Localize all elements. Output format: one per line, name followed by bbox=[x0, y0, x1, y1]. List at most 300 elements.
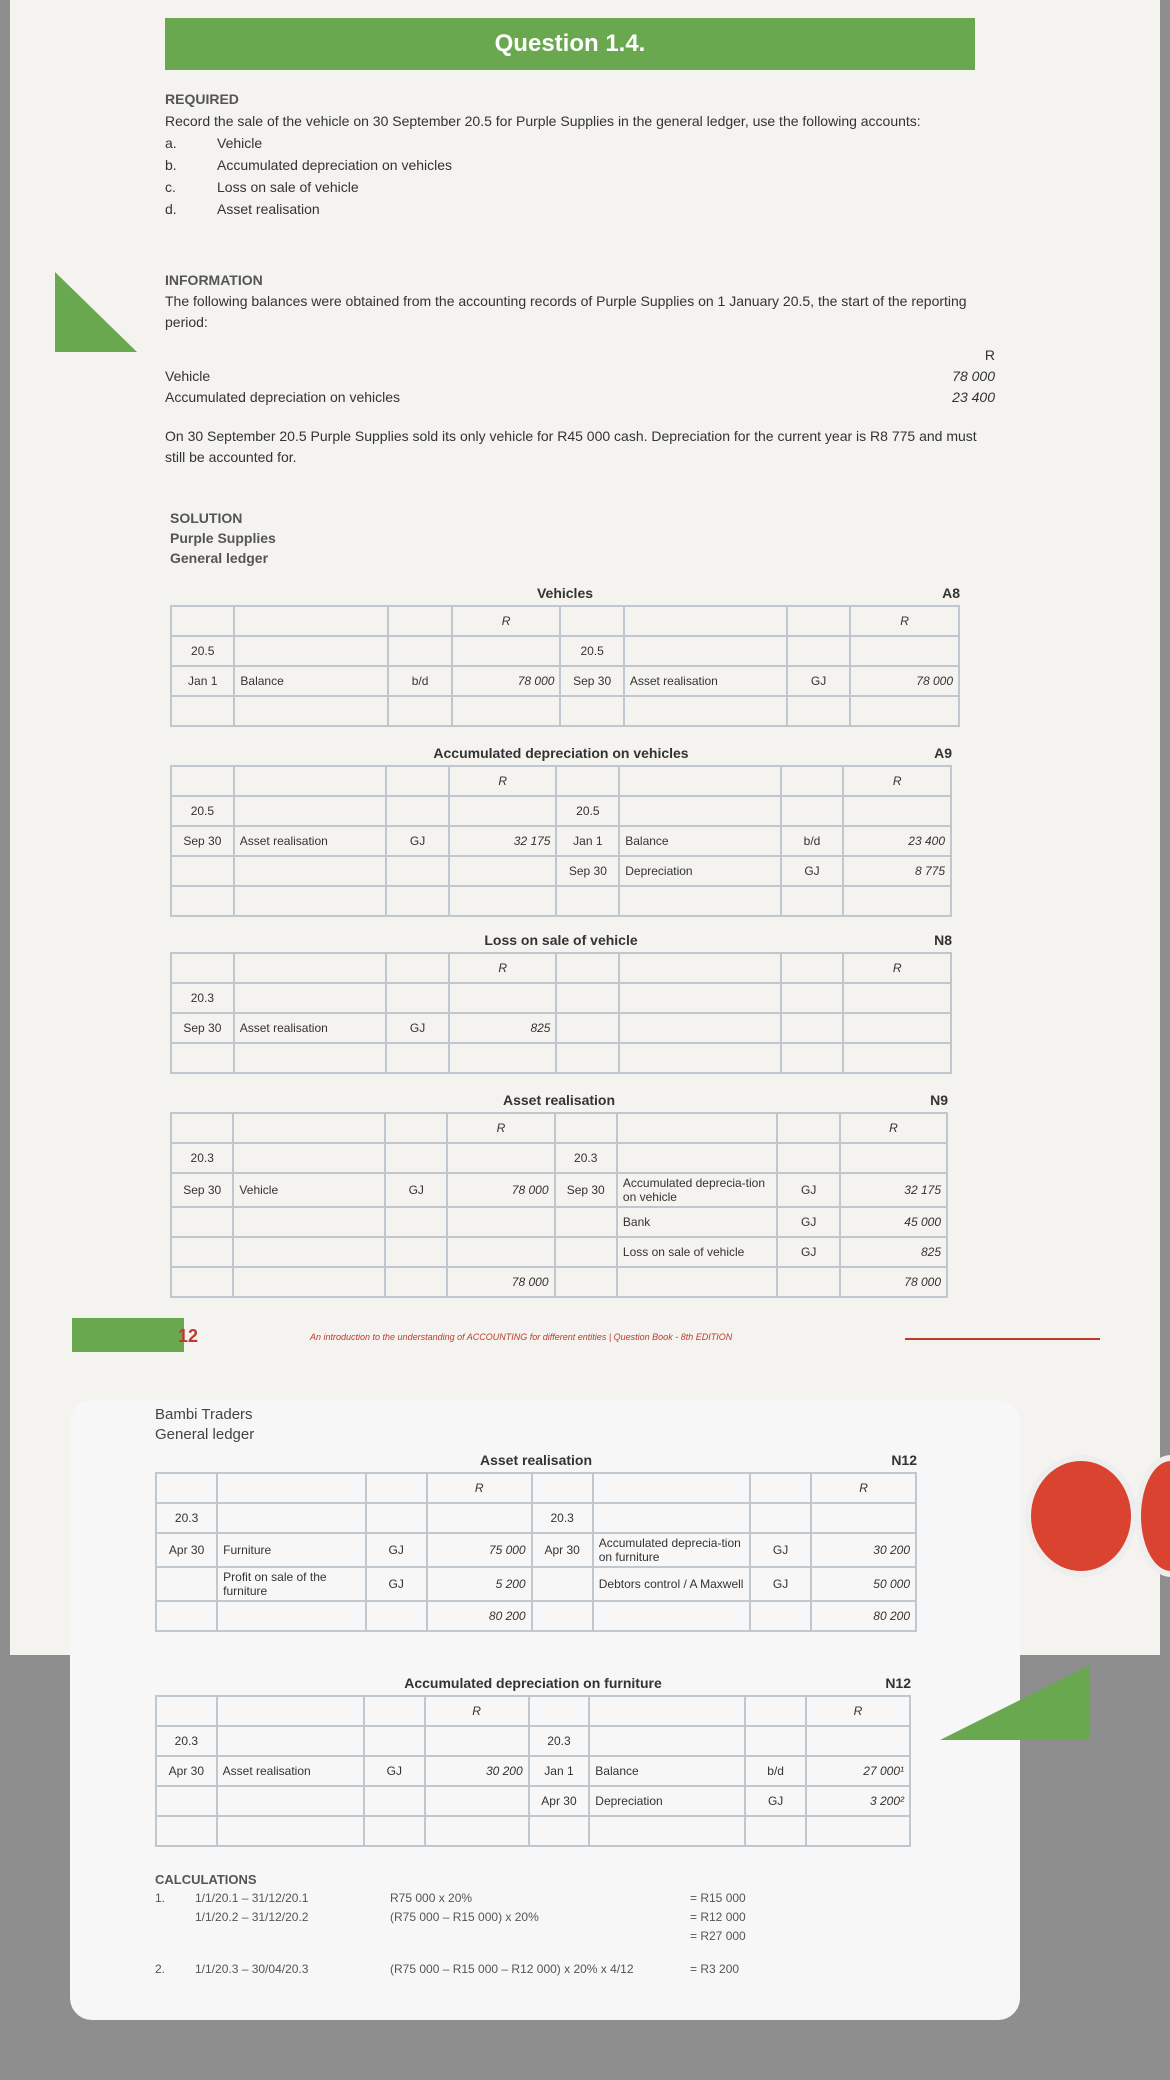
ledger-table bbox=[170, 605, 960, 727]
ledger-cell bbox=[781, 1013, 844, 1043]
ledger-row bbox=[171, 696, 959, 726]
ledger-cell bbox=[234, 886, 386, 916]
ledger-cell bbox=[593, 1473, 750, 1503]
calculation-num: 2. bbox=[155, 1962, 166, 1976]
bambi-ledger-label: General ledger bbox=[155, 1426, 255, 1443]
ledger-cell bbox=[555, 1267, 617, 1297]
ledger-cell: Apr 30 bbox=[532, 1533, 593, 1567]
ledger-cell bbox=[589, 1816, 745, 1846]
ledger-table bbox=[170, 952, 952, 1074]
ledger-cell: Apr 30 bbox=[156, 1533, 217, 1567]
ledger-cell bbox=[619, 953, 780, 983]
ledger-cell: 20.3 bbox=[532, 1503, 593, 1533]
ledger-row bbox=[171, 1173, 947, 1207]
ledger-cell bbox=[556, 983, 619, 1013]
ledger-row bbox=[156, 1503, 916, 1533]
required-item: b. Accumulated depreciation on vehicles bbox=[165, 157, 453, 173]
red-circle-decoration bbox=[1025, 1455, 1137, 1577]
ledger-cell bbox=[593, 1503, 750, 1533]
ledger-cell: 3 200² bbox=[806, 1786, 910, 1816]
ledger-cell: 32 175 bbox=[449, 826, 557, 856]
ledger-row bbox=[171, 1113, 947, 1143]
company-name: Purple Supplies bbox=[170, 530, 276, 546]
ledger-cell bbox=[532, 1601, 593, 1631]
ledger-row bbox=[171, 953, 951, 983]
ledger-row bbox=[156, 1696, 910, 1726]
ledger-cell: GJ bbox=[787, 666, 850, 696]
ledger-cell bbox=[427, 1503, 532, 1533]
ledger-cell bbox=[624, 696, 787, 726]
ledger-cell bbox=[386, 886, 449, 916]
calculation-period bbox=[195, 1927, 390, 1946]
ledger-cell bbox=[364, 1816, 425, 1846]
ledger-cell: GJ bbox=[750, 1533, 811, 1567]
ledger-cell bbox=[619, 983, 780, 1013]
ledger-title-text: Accumulated depreciation on vehicles bbox=[433, 745, 689, 761]
calculation-formula: R75 000 x 20% bbox=[390, 1891, 473, 1905]
ledger-cell bbox=[745, 1726, 806, 1756]
ledger-cell bbox=[449, 856, 557, 886]
ledger-cell: GJ bbox=[777, 1173, 839, 1207]
ledger-row bbox=[156, 1726, 910, 1756]
ledger-cell: Bank bbox=[617, 1207, 778, 1237]
ledger-cell: R bbox=[449, 766, 557, 796]
ledger-cell: 20.5 bbox=[171, 796, 234, 826]
ledger-cell: 20.3 bbox=[156, 1726, 217, 1756]
ledger-cell: Balance bbox=[234, 666, 388, 696]
ledger-cell bbox=[234, 696, 388, 726]
ledger-cell: Sep 30 bbox=[556, 856, 619, 886]
ledger-cell bbox=[156, 1473, 217, 1503]
ledger-cell bbox=[234, 606, 388, 636]
ledger-cell bbox=[529, 1816, 590, 1846]
ledger-cell: GJ bbox=[366, 1567, 427, 1601]
ledger-row bbox=[156, 1533, 916, 1567]
ledger-cell: Jan 1 bbox=[529, 1756, 590, 1786]
ledger-cell bbox=[556, 766, 619, 796]
required-section bbox=[165, 88, 1025, 220]
calculation-line bbox=[155, 1889, 810, 1908]
ledger-cell bbox=[171, 696, 234, 726]
ledger-cell bbox=[171, 1267, 233, 1297]
ledger-code: N12 bbox=[891, 1452, 917, 1468]
ledger-bambi-asset-realisation bbox=[155, 1452, 917, 1632]
calculations-heading: CALCULATIONS bbox=[155, 1872, 257, 1887]
ledger-row bbox=[171, 886, 951, 916]
ledger-cell bbox=[843, 796, 951, 826]
ledger-cell: 30 200 bbox=[811, 1533, 916, 1567]
ledger-cell: R bbox=[843, 766, 951, 796]
ledger-title bbox=[155, 1675, 911, 1695]
ledger-cell bbox=[234, 766, 386, 796]
ledger-cell bbox=[386, 953, 449, 983]
ledger-cell bbox=[233, 1113, 385, 1143]
ledger-cell bbox=[781, 796, 844, 826]
ledger-cell: Asset realisation bbox=[624, 666, 787, 696]
ledger-cell bbox=[624, 636, 787, 666]
ledger-cell bbox=[156, 1786, 217, 1816]
ledger-cell: 23 400 bbox=[843, 826, 951, 856]
required-instruction: Record the sale of the vehicle on 30 September 20.5 for Purple Supplies in the general ledger, use the following accounts: bbox=[165, 113, 921, 129]
ledger-cell bbox=[156, 1567, 217, 1601]
ledger-row bbox=[171, 606, 959, 636]
ledger-cell bbox=[385, 1237, 447, 1267]
ledger-cell bbox=[171, 1043, 234, 1073]
ledger-cell bbox=[555, 1113, 617, 1143]
ledger-cell bbox=[589, 1696, 745, 1726]
ledger-cell: Accumulated deprecia-tion on vehicle bbox=[617, 1173, 778, 1207]
ledger-cell bbox=[171, 856, 234, 886]
ledger-cell bbox=[449, 886, 557, 916]
ledger-cell: R bbox=[425, 1696, 529, 1726]
ledger-cell: Accumulated deprecia-tion on furniture bbox=[593, 1533, 750, 1567]
ledger-cell: b/d bbox=[745, 1756, 806, 1786]
ledger-cell bbox=[217, 1726, 364, 1756]
ledger-cell: R bbox=[840, 1113, 947, 1143]
ledger-table bbox=[155, 1472, 917, 1632]
ledger-cell bbox=[171, 1237, 233, 1267]
ledger-cell bbox=[425, 1816, 529, 1846]
ledger-cell: Depreciation bbox=[619, 856, 780, 886]
ledger-cell bbox=[840, 1143, 947, 1173]
ledger-cell bbox=[624, 606, 787, 636]
ledger-cell: Sep 30 bbox=[171, 826, 234, 856]
ledger-title bbox=[170, 745, 952, 765]
information-section bbox=[165, 270, 995, 468]
ledger-cell: 75 000 bbox=[427, 1533, 532, 1567]
calculation-period: 1/1/20.2 – 31/12/20.2 bbox=[195, 1910, 309, 1924]
ledger-cell bbox=[447, 1143, 554, 1173]
ledger-code: N12 bbox=[885, 1675, 911, 1691]
ledger-cell bbox=[781, 886, 844, 916]
ledger-cell: 78 000 bbox=[850, 666, 959, 696]
ledger-cell bbox=[449, 1043, 557, 1073]
ledger-bambi-accumulated-depreciation bbox=[155, 1675, 911, 1847]
ledger-cell bbox=[171, 1207, 233, 1237]
footer-green-bar bbox=[72, 1318, 184, 1352]
ledger-cell: 8 775 bbox=[843, 856, 951, 886]
calculation-result: = R27 000 bbox=[690, 1929, 746, 1943]
ledger-cell: b/d bbox=[388, 666, 451, 696]
ledger-cell bbox=[619, 796, 780, 826]
ledger-cell: 20.3 bbox=[171, 983, 234, 1013]
calculation-num bbox=[155, 1908, 195, 1927]
information-note: On 30 September 20.5 Purple Supplies sold its only vehicle for R45 000 cash. Depreciation for the current year is R8 775 and must still be accounted for. bbox=[165, 428, 977, 465]
ledger-cell bbox=[811, 1503, 916, 1533]
ledger-cell bbox=[388, 636, 451, 666]
ledger-cell: Sep 30 bbox=[171, 1013, 234, 1043]
required-item: c. Loss on sale of vehicle bbox=[165, 179, 359, 195]
ledger-cell bbox=[156, 1601, 217, 1631]
ledger-cell: Sep 30 bbox=[171, 1173, 233, 1207]
ledger-cell bbox=[555, 1207, 617, 1237]
calculation-num: 1. bbox=[155, 1891, 166, 1905]
ledger-cell: Balance bbox=[619, 826, 780, 856]
ledger-cell: Asset realisation bbox=[217, 1756, 364, 1786]
ledger-cell: 825 bbox=[449, 1013, 557, 1043]
ledger-cell bbox=[171, 766, 234, 796]
ledger-cell bbox=[777, 1113, 839, 1143]
question-title: Question 1.4. bbox=[165, 18, 975, 70]
ledger-cell bbox=[385, 1207, 447, 1237]
ledger-cell bbox=[171, 606, 234, 636]
ledger-row bbox=[171, 1207, 947, 1237]
ledger-cell bbox=[750, 1503, 811, 1533]
ledger-cell: GJ bbox=[750, 1567, 811, 1601]
ledger-cell: 20.3 bbox=[171, 1143, 233, 1173]
ledger-cell bbox=[452, 636, 561, 666]
ledger-cell: R bbox=[452, 606, 561, 636]
ledger-cell: 78 000 bbox=[840, 1267, 947, 1297]
information-text: The following balances were obtained from the accounting records of Purple Supplies on 1 January 20.5, the start of the reporting period: bbox=[165, 293, 967, 330]
ledger-cell: 5 200 bbox=[427, 1567, 532, 1601]
ledger-row bbox=[156, 1473, 916, 1503]
ledger-title-text: Asset realisation bbox=[502, 1092, 616, 1108]
ledger-table bbox=[170, 765, 952, 917]
ledger-cell bbox=[555, 1237, 617, 1267]
calculation-line bbox=[155, 1908, 810, 1927]
ledger-cell bbox=[234, 1043, 386, 1073]
footer-line bbox=[905, 1338, 1100, 1340]
information-heading: INFORMATION bbox=[165, 272, 263, 288]
ledger-title-text: Asset realisation bbox=[479, 1452, 593, 1468]
ledger-code: N9 bbox=[930, 1092, 948, 1108]
ledger-cell bbox=[217, 1786, 364, 1816]
calculation-result: = R15 000 bbox=[690, 1891, 746, 1905]
ledger-cell: Jan 1 bbox=[556, 826, 619, 856]
ledger-cell: 20.3 bbox=[156, 1503, 217, 1533]
ledger-code: N8 bbox=[934, 932, 952, 948]
ledger-cell: GJ bbox=[386, 1013, 449, 1043]
ledger-cell bbox=[619, 766, 780, 796]
calculation-period: 1/1/20.3 – 30/04/20.3 bbox=[195, 1962, 309, 1976]
ledger-cell: Vehicle bbox=[233, 1173, 385, 1207]
ledger-cell: GJ bbox=[386, 826, 449, 856]
ledger-cell bbox=[234, 983, 386, 1013]
ledger-cell: GJ bbox=[777, 1237, 839, 1267]
bambi-company: Bambi Traders bbox=[155, 1406, 253, 1423]
ledger-row bbox=[156, 1756, 910, 1786]
ledger-cell: Depreciation bbox=[589, 1786, 745, 1816]
page-number: 12 bbox=[178, 1326, 199, 1346]
ledger-row bbox=[171, 796, 951, 826]
ledger-cell bbox=[787, 606, 850, 636]
ledger-cell bbox=[777, 1267, 839, 1297]
ledger-code: A8 bbox=[942, 585, 960, 601]
ledger-cell bbox=[619, 1043, 780, 1073]
ledger-cell: Asset realisation bbox=[234, 826, 386, 856]
ledger-cell bbox=[806, 1816, 910, 1846]
ledger-cell: GJ bbox=[385, 1173, 447, 1207]
ledger-cell: Apr 30 bbox=[529, 1786, 590, 1816]
ledger-row bbox=[171, 1043, 951, 1073]
solution-section bbox=[170, 508, 276, 568]
ledger-cell bbox=[750, 1473, 811, 1503]
required-heading: REQUIRED bbox=[165, 91, 239, 107]
ledger-cell bbox=[452, 696, 561, 726]
ledger-cell bbox=[366, 1601, 427, 1631]
balance-row: Accumulated depreciation on vehicles 23 400 bbox=[165, 389, 995, 405]
ledger-row bbox=[156, 1816, 910, 1846]
ledger-cell bbox=[843, 886, 951, 916]
ledger-cell: 30 200 bbox=[425, 1756, 529, 1786]
ledger-row bbox=[171, 1237, 947, 1267]
ledger-cell bbox=[234, 953, 386, 983]
ledger-cell: R bbox=[449, 953, 557, 983]
ledger-title-text: Accumulated depreciation on furniture bbox=[404, 1675, 662, 1691]
ledger-cell bbox=[385, 1113, 447, 1143]
ledger-title-text: Loss on sale of vehicle bbox=[484, 932, 638, 948]
ledger-cell: GJ bbox=[366, 1533, 427, 1567]
ledger-row bbox=[171, 983, 951, 1013]
ledger-row bbox=[171, 666, 959, 696]
ledger-row bbox=[171, 1143, 947, 1173]
ledger-cell: Loss on sale of vehicle bbox=[617, 1237, 778, 1267]
required-item: d. Asset realisation bbox=[165, 201, 320, 217]
ledger-row bbox=[156, 1601, 916, 1631]
ledger-cell bbox=[388, 696, 451, 726]
ledger-vehicles bbox=[170, 585, 960, 727]
ledger-cell bbox=[234, 796, 386, 826]
ledger-cell: 78 000 bbox=[447, 1267, 554, 1297]
ledger-cell bbox=[777, 1143, 839, 1173]
ledger-cell bbox=[617, 1267, 778, 1297]
ledger-cell: 78 000 bbox=[447, 1173, 554, 1207]
ledger-asset-realisation bbox=[170, 1092, 948, 1298]
bambi-heading bbox=[155, 1405, 254, 1445]
ledger-cell bbox=[619, 1013, 780, 1043]
ledger-cell bbox=[556, 1043, 619, 1073]
ledger-cell bbox=[366, 1473, 427, 1503]
ledger-cell bbox=[556, 886, 619, 916]
ledger-cell bbox=[234, 856, 386, 886]
ledger-cell bbox=[532, 1473, 593, 1503]
ledger-cell bbox=[386, 856, 449, 886]
calculation-num bbox=[155, 1927, 195, 1946]
ledger-cell bbox=[781, 953, 844, 983]
ledger-row bbox=[171, 1267, 947, 1297]
ledger-cell bbox=[750, 1601, 811, 1631]
ledger-cell bbox=[386, 766, 449, 796]
ledger-cell: 32 175 bbox=[840, 1173, 947, 1207]
ledger-cell bbox=[364, 1696, 425, 1726]
ledger-cell bbox=[364, 1726, 425, 1756]
ledger-cell bbox=[745, 1696, 806, 1726]
ledger-cell bbox=[781, 766, 844, 796]
ledger-cell: R bbox=[806, 1696, 910, 1726]
ledger-title bbox=[170, 585, 960, 605]
calculation-formula bbox=[390, 1927, 690, 1946]
solution-heading: SOLUTION bbox=[170, 510, 243, 526]
ledger-cell: Balance bbox=[589, 1756, 745, 1786]
ledger-row bbox=[171, 766, 951, 796]
ledger-cell bbox=[787, 636, 850, 666]
ledger-cell bbox=[385, 1267, 447, 1297]
ledger-cell bbox=[447, 1237, 554, 1267]
ledger-cell bbox=[619, 886, 780, 916]
ledger-table bbox=[155, 1695, 911, 1847]
calculation-result: = R12 000 bbox=[690, 1910, 746, 1924]
ledger-cell bbox=[560, 696, 623, 726]
calculation-line bbox=[155, 1927, 810, 1946]
required-item: a. Vehicle bbox=[165, 135, 263, 151]
ledger-cell bbox=[617, 1143, 778, 1173]
ledger-cell: 20.5 bbox=[560, 636, 623, 666]
ledger-cell bbox=[781, 1043, 844, 1073]
ledger-cell: 20.5 bbox=[556, 796, 619, 826]
ledger-label: General ledger bbox=[170, 550, 269, 566]
calculation-period: 1/1/20.1 – 31/12/20.1 bbox=[195, 1891, 309, 1905]
ledger-cell: Debtors control / A Maxwell bbox=[593, 1567, 750, 1601]
ledger-cell: Profit on sale of the furniture bbox=[217, 1567, 366, 1601]
balance-row: Vehicle 78 000 bbox=[165, 368, 995, 384]
ledger-title bbox=[155, 1452, 917, 1472]
calculation-line bbox=[155, 1960, 810, 1979]
ledger-cell bbox=[233, 1143, 385, 1173]
ledger-cell bbox=[843, 983, 951, 1013]
ledger-cell bbox=[787, 696, 850, 726]
ledger-cell bbox=[234, 636, 388, 666]
ledger-cell bbox=[560, 606, 623, 636]
ledger-cell: GJ bbox=[781, 856, 844, 886]
ledger-cell bbox=[156, 1816, 217, 1846]
calculation-formula: (R75 000 – R15 000) x 20% bbox=[390, 1910, 539, 1924]
ledger-cell bbox=[425, 1726, 529, 1756]
ledger-cell: Sep 30 bbox=[560, 666, 623, 696]
ledger-cell bbox=[217, 1503, 366, 1533]
ledger-row bbox=[156, 1786, 910, 1816]
footer-text: An introduction to the understanding of ACCOUNTING for different entities | Question Book - 8th EDITION bbox=[310, 1332, 733, 1342]
calculation-result: = R3 200 bbox=[690, 1962, 740, 1976]
ledger-cell: 45 000 bbox=[840, 1207, 947, 1237]
ledger-row bbox=[171, 636, 959, 666]
ledger-cell bbox=[217, 1696, 364, 1726]
ledger-cell bbox=[843, 1043, 951, 1073]
ledger-cell: R bbox=[447, 1113, 554, 1143]
ledger-cell bbox=[589, 1726, 745, 1756]
ledger-code: A9 bbox=[934, 745, 952, 761]
ledger-cell bbox=[850, 636, 959, 666]
ledger-cell bbox=[386, 796, 449, 826]
ledger-row bbox=[171, 856, 951, 886]
ledger-cell bbox=[233, 1207, 385, 1237]
ledger-cell bbox=[217, 1473, 366, 1503]
ledger-cell: 80 200 bbox=[427, 1601, 532, 1631]
ledger-cell bbox=[532, 1567, 593, 1601]
ledger-cell: Apr 30 bbox=[156, 1756, 217, 1786]
ledger-cell bbox=[233, 1267, 385, 1297]
ledger-cell bbox=[781, 983, 844, 1013]
ledger-cell bbox=[556, 953, 619, 983]
ledger-cell: R bbox=[843, 953, 951, 983]
ledger-cell bbox=[386, 1043, 449, 1073]
ledger-cell: GJ bbox=[364, 1756, 425, 1786]
ledger-cell: 78 000 bbox=[452, 666, 561, 696]
ledger-row bbox=[171, 826, 951, 856]
ledger-row bbox=[171, 1013, 951, 1043]
ledger-cell bbox=[593, 1601, 750, 1631]
ledger-cell: 20.5 bbox=[171, 636, 234, 666]
ledger-cell: 20.3 bbox=[555, 1143, 617, 1173]
ledger-accumulated-depreciation bbox=[170, 745, 952, 917]
ledger-cell bbox=[850, 696, 959, 726]
ledger-cell: R bbox=[427, 1473, 532, 1503]
ledger-cell bbox=[217, 1601, 366, 1631]
ledger-cell: 80 200 bbox=[811, 1601, 916, 1631]
ledger-cell: 50 000 bbox=[811, 1567, 916, 1601]
ledger-cell: Sep 30 bbox=[555, 1173, 617, 1207]
ledger-cell: Asset realisation bbox=[234, 1013, 386, 1043]
